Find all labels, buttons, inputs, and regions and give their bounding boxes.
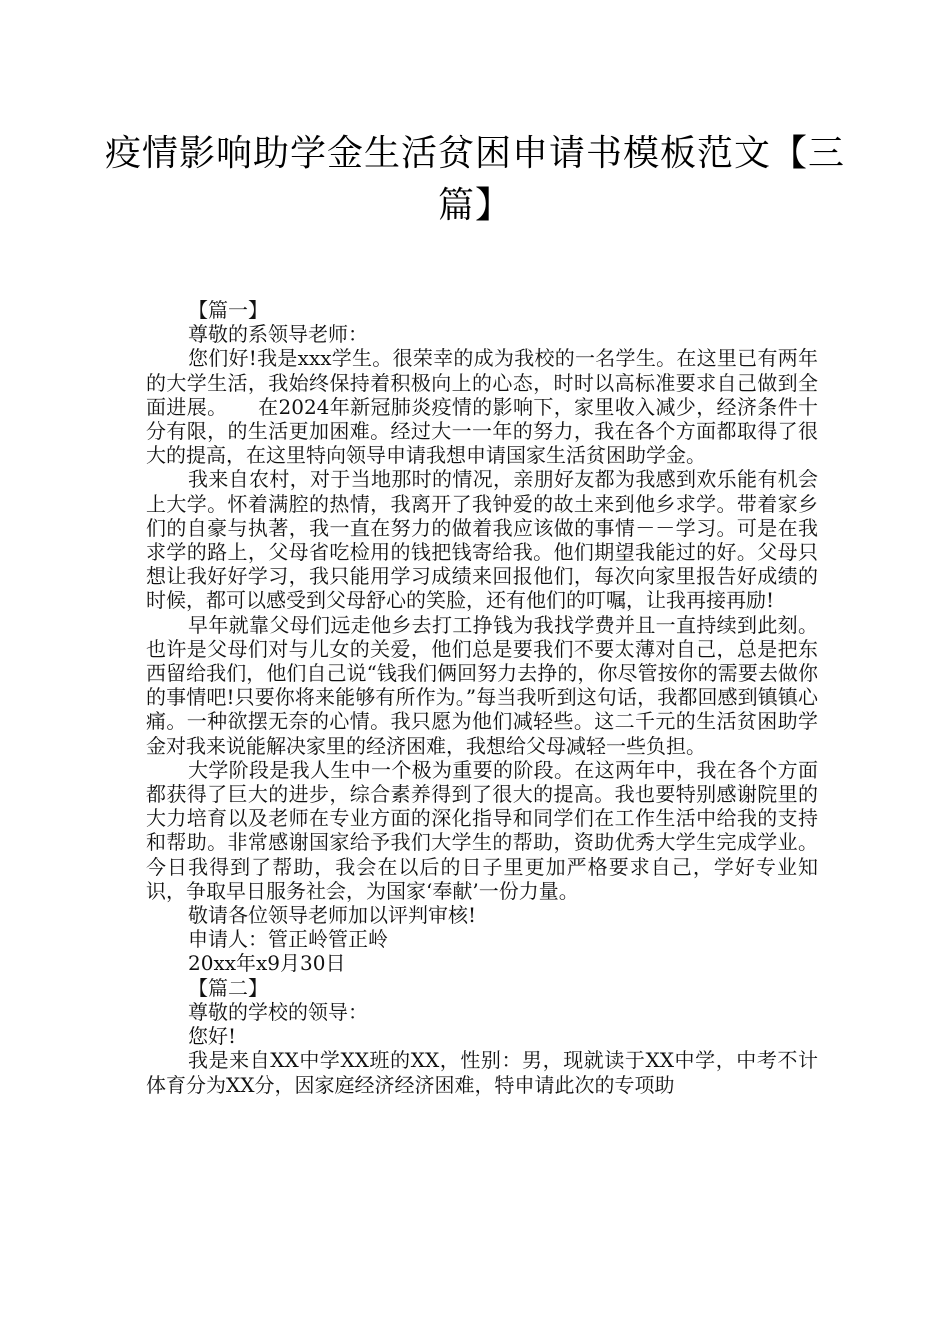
applicant-signature: 申请人：管正岭管正岭 [188,927,388,952]
closing-request: 敬请各位领导老师加以评判审核! [188,903,477,928]
paragraph: 我来自农村，对于当地那时的情况，亲朋好友都为我感到欢乐能有机会上大学。怀着满腔的热情，我离开了我钟爱的故土来到他乡求学。带着家乡们的自豪与执著，我一直在努力的做着我应该做的事情－－学习。可是在我求学的路上，父母省吃检用的钱把钱寄给我。他们期望我能过的好。父母只想让我好好学习，我只能用学习成绩来回报他们，每次向家里报告好成绩的时候，都可以感受到父母舒心的笑脸，还有他们的叮嘱，让我再接再励! [146,467,818,613]
salutation-1: 尊敬的系领导老师： [188,322,368,347]
paragraph: 大学阶段是我人生中一个极为重要的阶段。在这两年中，我在各个方面都获得了巨大的进步，综合素养得到了很大的提高。我也要特别感谢院里的大力培育以及老师在专业方面的深化指导和同学们在工作生活中给我的支持和帮助。非常感谢国家给予我们大学生的帮助，资助优秀大学生完成学业。今日我得到了帮助，我会在以后的日子里更加严格要求自己，学好专业知识，争取早日服务社会，为国家‘奉献’一份力量。 [146,757,818,903]
section-heading-2: 【篇二】 [188,975,268,1000]
paragraph: 我是来自XX中学XX班的XX，性别：男，现就读于XX中学，中考不计体育分为XX分，因家庭经济经济困难，特申请此次的专项助 [146,1048,818,1097]
date-line: 20xx年x9月30日 [188,951,346,976]
greeting: 您好! [188,1024,237,1049]
document-title: 疫情影响助学金生活贫困申请书模板范文【三篇】 [104,133,845,226]
document-body [146,298,818,1097]
section-heading-1: 【篇一】 [188,298,268,322]
salutation-2: 尊敬的学校的领导： [188,999,368,1024]
paragraph: 早年就靠父母们远走他乡去打工挣钱为我找学费并且一直持续到此刻。也许是父母们对与儿女的关爱，他们总是要我们不要太薄对自己，总是把东西留给我们，他们自己说“钱我们俩回努力去挣的，你尽管按你的需要去做你的事情吧!只要你将来能够有所作为。”每当我听到这句话，我都回感到镇镇心痛。一种欲摆无奈的心情。我只愿为他们减轻些。这二千元的生活贫困助学金对我来说能解决家里的经济困难，我想给父母减轻一些负担。 [146,612,818,758]
paragraph: 您们好!我是xxx学生。很荣幸的成为我校的一名学生。在这里已有两年的大学生活，我始终保持着积极向上的心态，时时以高标准要求自己做到全面进展。 在2024年新冠肺炎疫情的影响下，家里收入减少，经济条件十分有限，的生活更加困难。经过大一一年的努力，我在各个方面都取得了很大的提高，在这里特向领导申请我想申请国家生活贫困助学金。 [146,346,818,468]
